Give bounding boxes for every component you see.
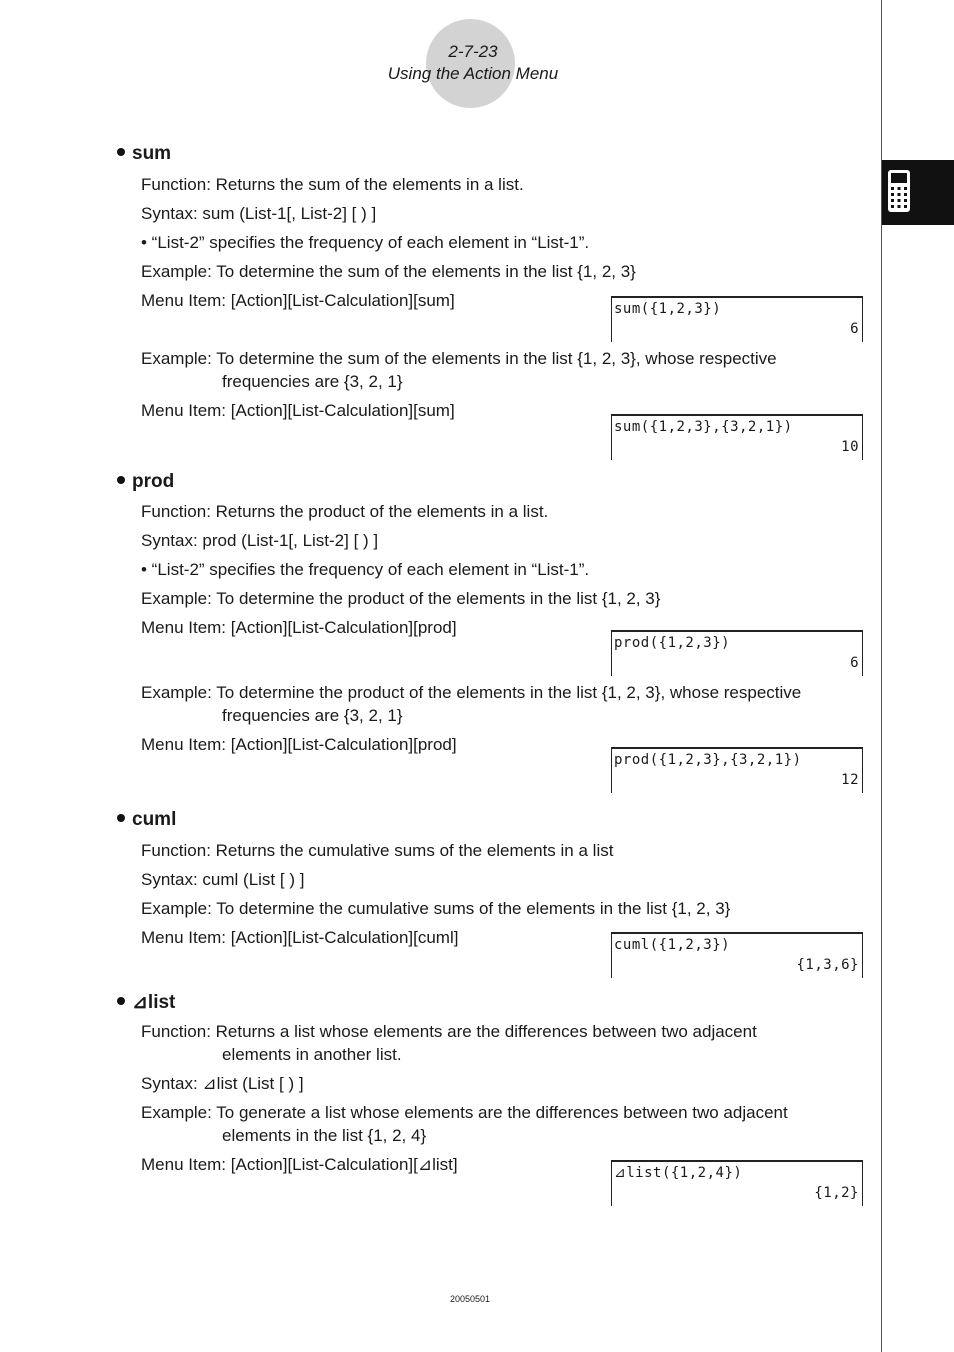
calculator-screen bbox=[611, 747, 863, 793]
screen-output: 6 bbox=[850, 321, 859, 337]
section-heading-cuml: cuml bbox=[117, 809, 176, 831]
note-text: • “List-2” specifies the frequency of each element in “List-1”. bbox=[141, 560, 590, 579]
note-text: • “List-2” specifies the frequency of each element in “List-1”. bbox=[141, 233, 590, 252]
screen-input: ⊿list({1,2,4}) bbox=[614, 1165, 743, 1181]
example-text: Example: To determine the sum of the elements in the list {1, 2, 3} bbox=[141, 262, 636, 281]
section-heading-delta-list: ⊿list bbox=[117, 991, 175, 1014]
calculator-icon bbox=[887, 169, 911, 213]
screen-input: sum({1,2,3}) bbox=[614, 301, 722, 317]
function-text-continued: elements in another list. bbox=[222, 1045, 402, 1064]
screen-input: sum({1,2,3},{3,2,1}) bbox=[614, 419, 793, 435]
section-heading-sum: sum bbox=[117, 143, 171, 165]
calculator-screen bbox=[611, 1160, 863, 1206]
calculator-screen bbox=[611, 296, 863, 342]
screen-output: {1,3,6} bbox=[796, 957, 859, 973]
calculator-screen bbox=[611, 414, 863, 460]
function-text: Function: Returns the sum of the elements in a list. bbox=[141, 175, 524, 194]
function-text: Function: Returns the product of the elements in a list. bbox=[141, 502, 549, 521]
example-text: Example: To determine the cumulative sums of the elements in the list {1, 2, 3} bbox=[141, 899, 731, 918]
syntax-text: Syntax: cuml (List [ ) ] bbox=[141, 870, 305, 889]
menu-item-text: Menu Item: [Action][List-Calculation][sum] bbox=[141, 291, 455, 310]
menu-item-text: Menu Item: [Action][List-Calculation][cuml] bbox=[141, 928, 459, 947]
screen-input: cuml({1,2,3}) bbox=[614, 937, 731, 953]
example-text: Example: To generate a list whose elements are the differences between two adjacent bbox=[141, 1103, 788, 1122]
bullet-icon bbox=[117, 814, 125, 822]
bullet-icon bbox=[117, 148, 125, 156]
menu-item-text: Menu Item: [Action][List-Calculation][⊿list] bbox=[141, 1155, 458, 1174]
syntax-text: Syntax: sum (List-1[, List-2] [ ) ] bbox=[141, 204, 377, 223]
section-heading-prod: prod bbox=[117, 471, 174, 493]
page-number: 2-7-23 bbox=[448, 42, 498, 61]
footer-code: 20050501 bbox=[449, 1294, 491, 1304]
syntax-text: Syntax: ⊿list (List [ ) ] bbox=[141, 1074, 304, 1093]
menu-item-text: Menu Item: [Action][List-Calculation][prod] bbox=[141, 735, 457, 754]
screen-output: 6 bbox=[850, 655, 859, 671]
screen-input: prod({1,2,3},{3,2,1}) bbox=[614, 752, 802, 768]
calculator-screen bbox=[611, 932, 863, 978]
example-text: Example: To determine the product of the elements in the list {1, 2, 3}, whose respective bbox=[141, 683, 802, 702]
syntax-text: Syntax: prod (List-1[, List-2] [ ) ] bbox=[141, 531, 379, 550]
example-text-continued: frequencies are {3, 2, 1} bbox=[222, 372, 403, 391]
screen-output: 10 bbox=[841, 439, 859, 455]
page-title: Using the Action Menu bbox=[387, 64, 559, 83]
example-text: Example: To determine the product of the elements in the list {1, 2, 3} bbox=[141, 589, 661, 608]
bullet-icon bbox=[117, 997, 125, 1005]
bullet-icon bbox=[117, 476, 125, 484]
example-text-continued: elements in the list {1, 2, 4} bbox=[222, 1126, 427, 1145]
screen-output: {1,2} bbox=[814, 1185, 859, 1201]
function-text: Function: Returns a list whose elements are the differences between two adjacent bbox=[141, 1022, 757, 1041]
menu-item-text: Menu Item: [Action][List-Calculation][sum] bbox=[141, 401, 455, 420]
screen-output: 12 bbox=[841, 772, 859, 788]
screen-input: prod({1,2,3}) bbox=[614, 635, 731, 651]
chapter-tab bbox=[882, 160, 954, 225]
example-text: Example: To determine the sum of the elements in the list {1, 2, 3}, whose respective bbox=[141, 349, 777, 368]
example-text-continued: frequencies are {3, 2, 1} bbox=[222, 706, 403, 725]
menu-item-text: Menu Item: [Action][List-Calculation][prod] bbox=[141, 618, 457, 637]
calculator-screen bbox=[611, 630, 863, 676]
function-text: Function: Returns the cumulative sums of the elements in a list bbox=[141, 841, 614, 860]
